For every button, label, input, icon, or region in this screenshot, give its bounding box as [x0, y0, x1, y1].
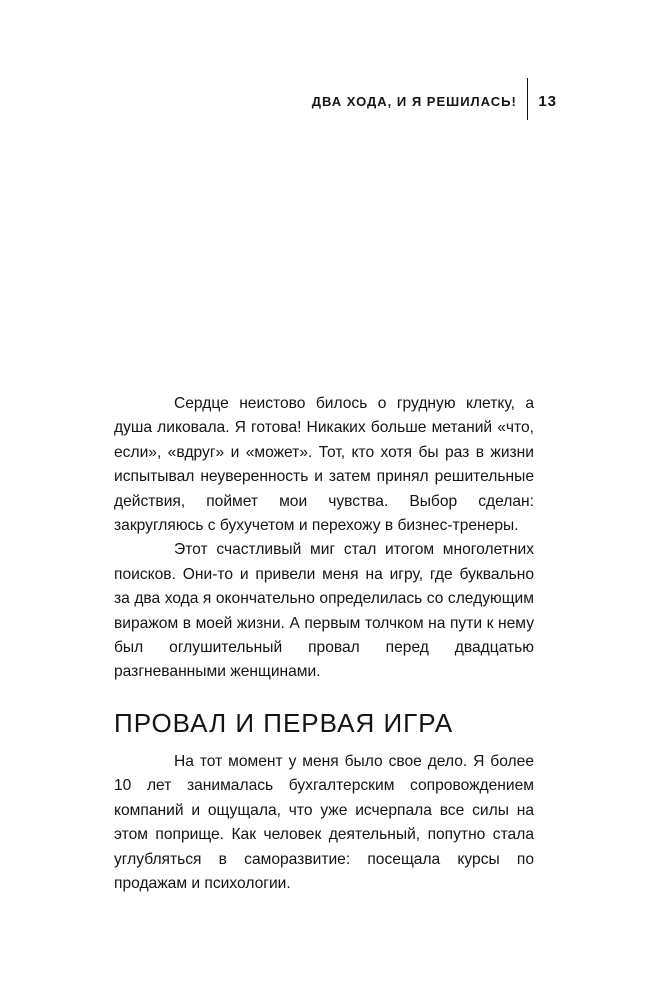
- paragraph: На тот момент у меня было свое дело. Я более 10 лет занималась бухгалтерским сопровождением компаний и ощущала, что уже исчерпала все силы на этом поприще. Как человек деятельный, попутно стала углубляться в саморазвитие: посещала курсы по продажам и психологии.: [114, 753, 534, 893]
- chapter-title: ДВА ХОДА, И Я РЕШИЛАСЬ!: [311, 93, 517, 109]
- page-number: 13: [538, 92, 557, 110]
- running-head: [312, 84, 557, 118]
- paragraph: Этот счастливый миг стал итогом многолетних поисков. Они-то и привели меня на игру, где буквально за два хода я окончательно определилась со следующим виражом в моей жизни. А первым толчком на пути к нему был оглушительный провал перед двадцатью разгневанными женщинами.: [114, 541, 534, 681]
- section-heading: ПРОВАЛ И ПЕРВАЯ ИГРА: [114, 708, 454, 738]
- intro-text: [114, 392, 534, 685]
- header-divider: [527, 78, 529, 120]
- paragraph: Сердце неистово билось о грудную клетку, а душа ликовала. Я готова! Никаких больше метаний «что, если», «вдруг» и «может». Тот, кто хотя бы раз в жизни испытывал неуверенность и затем принял решительные действия, поймет мои чувства. Выбор сделан: закругляюсь с бухучетом и перехожу в бизнес-тренеры.: [114, 395, 534, 535]
- section-text: [114, 750, 534, 896]
